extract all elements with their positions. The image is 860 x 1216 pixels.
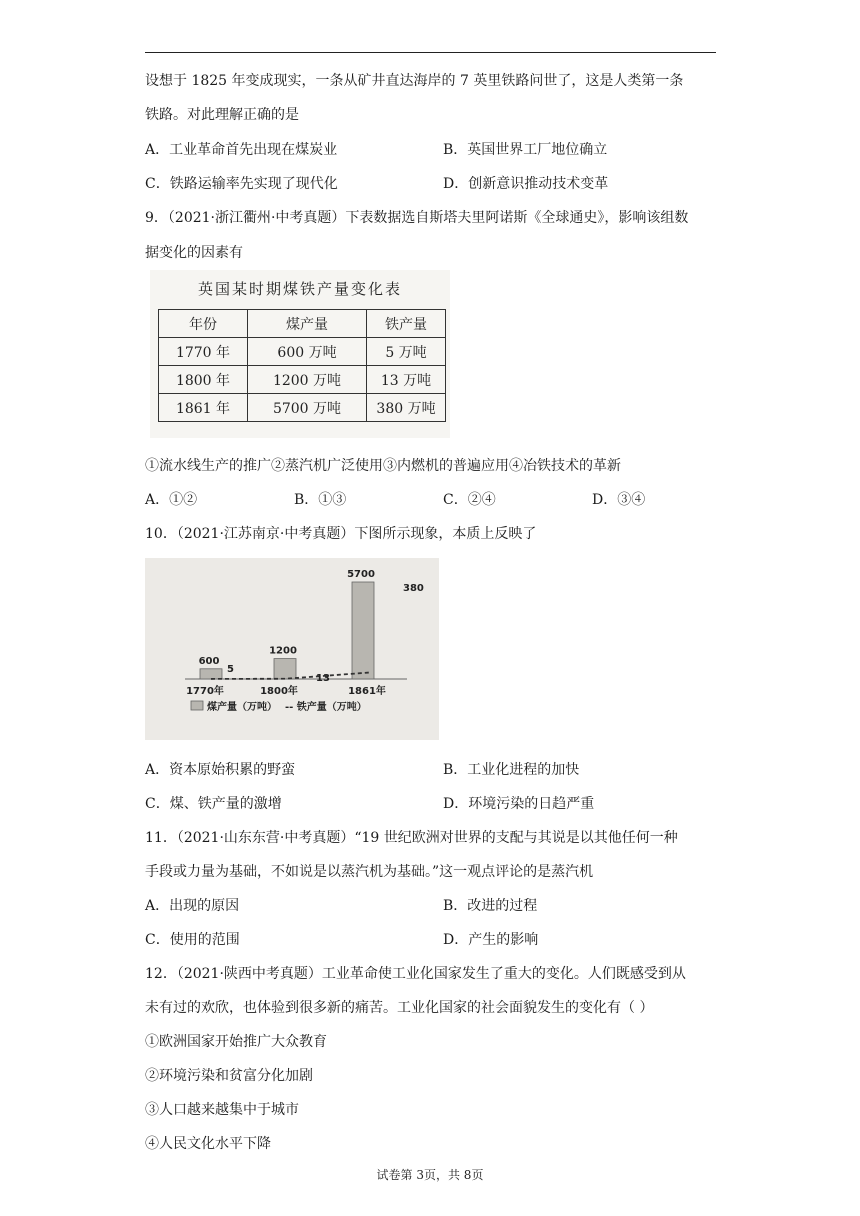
- x-tick-label: 1861年: [348, 686, 386, 697]
- q9-stem-line1: 9．（2021·浙江衢州·中考真题）下表数据选自斯塔夫里阿诺斯《全球通史》，影响该组数: [145, 210, 689, 226]
- q10-stem: 10．（2021·江苏南京·中考真题）下图所示现象，本质上反映了: [145, 526, 537, 542]
- q9-option-b: B．①③: [294, 492, 347, 508]
- table-cell: 1861 年: [159, 394, 248, 422]
- q9-stem-line2: 据变化的因素有: [145, 245, 243, 261]
- q9-option-d: D．③④: [592, 492, 646, 508]
- table-row: [159, 366, 446, 394]
- q11-option-b: B．改进的过程: [443, 898, 538, 914]
- coal-bar: [352, 582, 374, 679]
- page-footer: 试卷第 3页，共 8页: [376, 1168, 484, 1182]
- chart-svg: [145, 558, 439, 740]
- table-header-cell: 年份: [159, 310, 248, 338]
- q9-option-a: A．①②: [145, 492, 198, 508]
- q11-option-d: D．产生的影响: [443, 932, 539, 948]
- coal-value-label: 600: [198, 655, 220, 667]
- coal-value-label: 1200: [269, 645, 297, 657]
- table-header-cell: 煤产量: [248, 310, 367, 338]
- q10-option-b: B．工业化进程的加快: [443, 762, 580, 778]
- q12-stem-line1: 12．（2021·陕西中考真题）工业革命使工业化国家发生了重大的变化。人们既感受到从: [145, 966, 686, 982]
- q8-option-b: B．英国世界工厂地位确立: [443, 142, 608, 158]
- table-cell: 5700 万吨: [248, 394, 367, 422]
- table-title: 英国某时期煤铁产量变化表: [198, 280, 403, 298]
- legend-bar-label: 煤产量（万吨）: [207, 702, 277, 713]
- legend-line-label: -- 铁产量（万吨）: [285, 702, 367, 713]
- x-tick-label: 1770年: [186, 686, 224, 697]
- table-header-cell: 铁产量: [367, 310, 446, 338]
- q8-option-a: A．工业革命首先出现在煤炭业: [145, 142, 338, 158]
- q11-stem-line1: 11．（2021·山东东营·中考真题）“19 世纪欧洲对世界的支配与其说是以其他任何一种: [145, 830, 678, 846]
- q8-option-c: C．铁路运输率先实现了现代化: [145, 176, 338, 192]
- q12-item-1: ①欧洲国家开始推广大众教育: [145, 1034, 327, 1050]
- q12-stem-line2: 未有过的欢欣，也体验到很多新的痛苦。工业化国家的社会面貌发生的变化有（ ）: [145, 1000, 654, 1016]
- table-cell: 1200 万吨: [248, 366, 367, 394]
- table-cell: 1800 年: [159, 366, 248, 394]
- table-cell: 5 万吨: [367, 338, 446, 366]
- table-cell: 1770 年: [159, 338, 248, 366]
- iron-value-label: 13: [316, 673, 330, 684]
- q11-stem-line2: 手段或力量为基础，不如说是以蒸汽机为基础。”这一观点评论的是蒸汽机: [145, 864, 594, 880]
- iron-value-label: 5: [227, 664, 234, 675]
- coal-iron-table: [158, 309, 446, 422]
- q12-item-2: ②环境污染和贫富分化加剧: [145, 1068, 313, 1084]
- table-cell: 380 万吨: [367, 394, 446, 422]
- q12-item-3: ③人口越来越集中于城市: [145, 1102, 299, 1118]
- coal-bar: [274, 659, 296, 679]
- q10-option-d: D．环境污染的日趋严重: [443, 796, 595, 812]
- q12-item-4: ④人民文化水平下降: [145, 1136, 271, 1152]
- q8-stem-line2: 铁路。对此理解正确的是: [145, 107, 299, 123]
- header-rule: [145, 52, 716, 53]
- iron-value-label: 380: [403, 583, 424, 594]
- table-cell: 13 万吨: [367, 366, 446, 394]
- q9-option-c: C．②④: [443, 492, 496, 508]
- q11-option-a: A．出现的原因: [145, 898, 240, 914]
- coal-iron-chart: [145, 558, 439, 740]
- coal-value-label: 5700: [347, 569, 375, 580]
- q9-statements: ①流水线生产的推广②蒸汽机广泛使用③内燃机的普遍应用④冶铁技术的革新: [145, 458, 621, 474]
- legend-bar-swatch: [191, 701, 203, 710]
- x-tick-label: 1800年: [260, 686, 298, 697]
- q10-option-a: A．资本原始积累的野蛮: [145, 762, 296, 778]
- coal-bar: [200, 669, 222, 679]
- table-row: [159, 338, 446, 366]
- table-row: [159, 394, 446, 422]
- q11-option-c: C．使用的范围: [145, 932, 240, 948]
- q10-option-c: C．煤、铁产量的激增: [145, 796, 282, 812]
- q8-stem-line1: 设想于 1825 年变成现实，一条从矿井直达海岸的 7 英里铁路问世了，这是人类第一条: [145, 73, 684, 89]
- table-header-row: [159, 310, 446, 338]
- q8-option-d: D．创新意识推动技术变革: [443, 176, 609, 192]
- table-cell: 600 万吨: [248, 338, 367, 366]
